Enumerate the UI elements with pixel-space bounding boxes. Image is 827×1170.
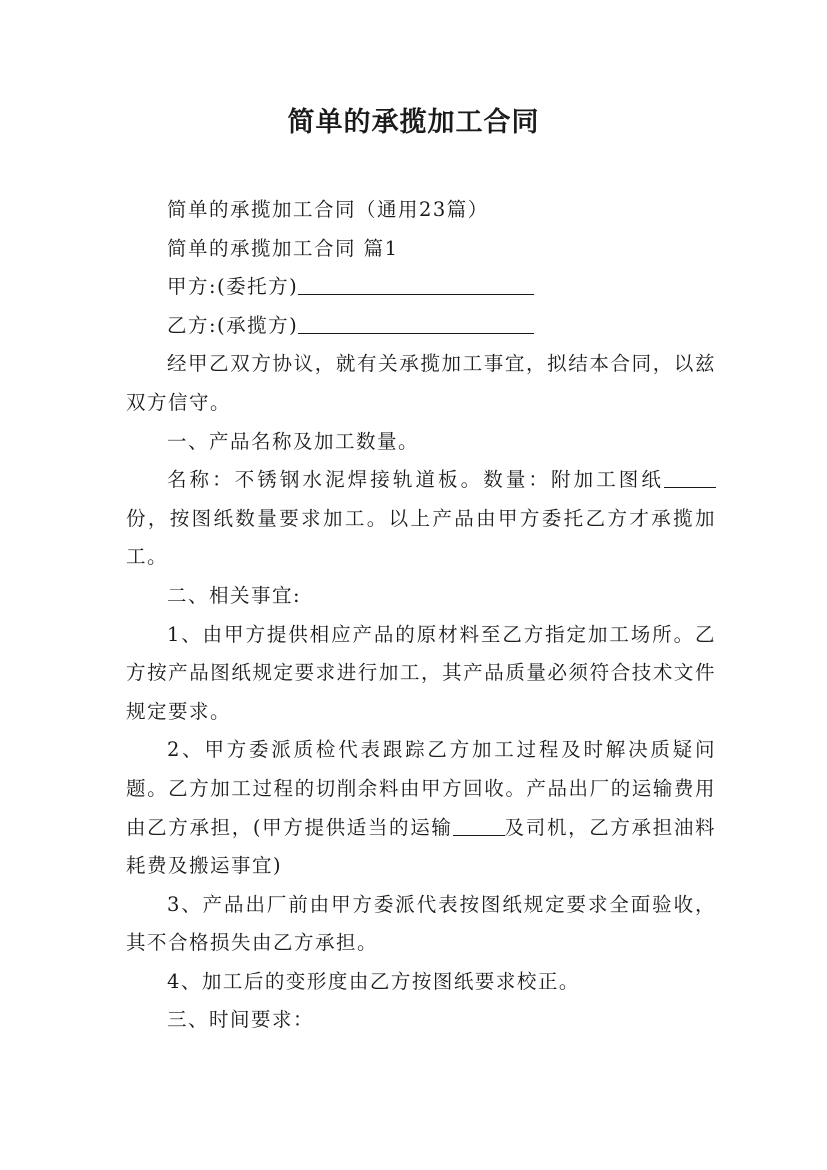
party-a-line [126,268,716,307]
chapter-heading: 简单的承揽加工合同 篇1 [166,236,399,260]
transport-blank [453,815,505,836]
section1-text [126,461,716,577]
item-2-text-a: 2、甲方委派质检代表跟踪乙方加工过程及时解决质疑问题。乙方加工过程的切削余料由甲方回收。产品出厂的运输费用由乙方承担，(甲方提供适当的运输 [126,738,716,839]
party-b-blank [298,313,534,334]
document-title: 简单的承揽加工合同 [287,107,540,138]
document-body [126,191,716,1040]
item-1: 1、由甲方提供相应产品的原材料至乙方指定加工场所。乙方按产品图纸规定要求进行加工，其产品质量必须符合技术文件规定要求。 [126,622,716,723]
section1-text-a: 名称：不锈钢水泥焊接轨道板。数量：附加工图纸 [166,468,664,492]
drawing-count-blank [664,467,716,488]
item-2 [126,731,716,885]
preamble: 经甲乙双方协议，就有关承揽加工事宜，拟结本合同，以兹双方信守。 [126,352,716,414]
item-3: 3、产品出厂前由甲方委派代表按图纸规定要求全面验收，其不合格损失由乙方承担。 [126,892,716,955]
subtitle: 简单的承揽加工合同（通用23篇） [166,198,489,221]
party-b-label: 乙方:(承揽方) [166,313,299,337]
party-a-label: 甲方:(委托方) [166,275,299,299]
item-4: 4、加工后的变形度由乙方按图纸要求校正。 [166,969,580,993]
section2-heading: 二、相关事宜: [166,583,302,607]
section3-heading: 三、时间要求： [166,1008,314,1032]
section1-text-b: 份，按图纸数量要求加工。以上产品由甲方委托乙方才承揽加工。 [126,506,716,569]
section1-heading: 一、产品名称及加工数量。 [166,429,419,453]
party-a-blank [298,274,534,295]
item-2-text-b: 及司机，乙方承担油料耗费及搬运事宜) [126,815,716,878]
party-b-line [126,307,716,346]
